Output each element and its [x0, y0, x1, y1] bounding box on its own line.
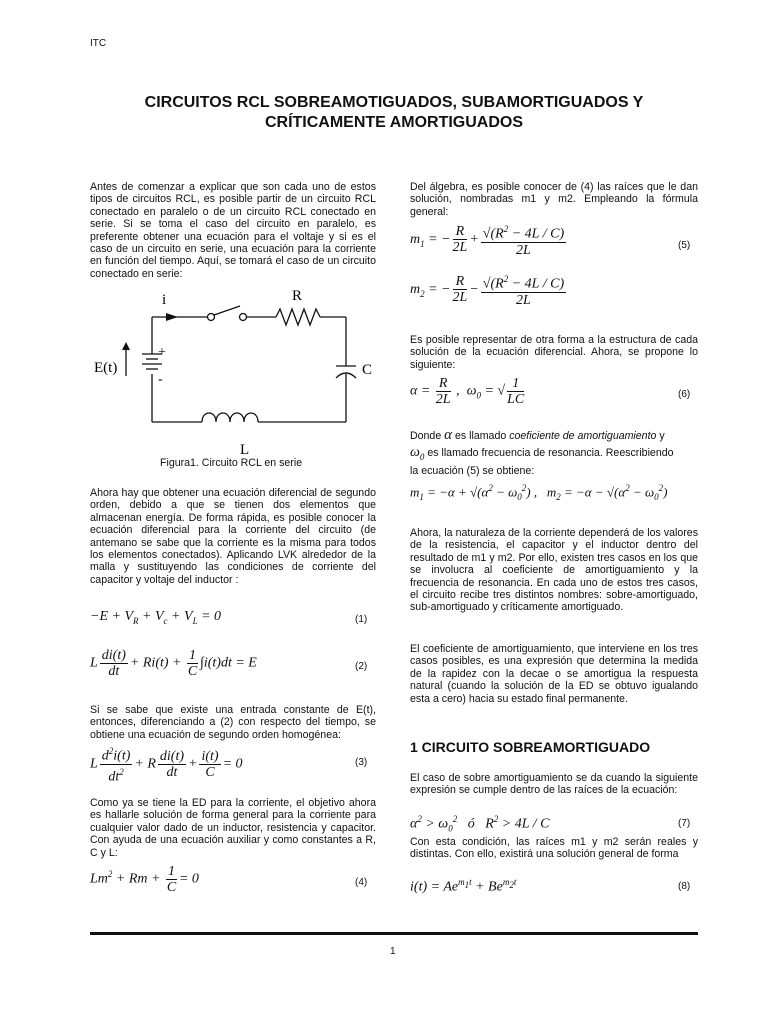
donde-line-1: Donde α es llamado coeficiente de amortiguamiento y [410, 427, 665, 443]
right-paragraph-6: Con esta condición, las raíces m1 y m2 serán reales y distintas. Con ello, existirá una solución general de forma [410, 836, 698, 861]
equation-7-number: (7) [678, 818, 691, 829]
donde-text-d: es llamado frecuencia de resonancia. Reescribiendo [427, 447, 674, 459]
current-arrow-icon [166, 313, 178, 321]
left-paragraph-2: Ahora hay que obtener una ecuación diferencial de segundo orden, debido a que se tienen dos elementos que almacenan energía. De forma rápida, es posible conocer la ecuación diferencial para la corriente del circuito (de antemano se sabe que la corriente es la misma para todos los elementos conectados). Aplicando LVK alrededor de la malla y sustituyendo las condiciones de corriente del capacitor y voltaje del inductor : [90, 487, 376, 586]
donde-line-3: la ecuación (5) se obtiene: [410, 465, 535, 477]
rcl-circuit-figure [94, 282, 380, 458]
donde-line-2: $\omega_0$ es llamado frecuencia de resonancia. Reescribiendo [410, 445, 674, 462]
equation-1-number: (1) [355, 614, 368, 625]
title-line-2: CRÍTICAMENTE AMORTIGUADOS [264, 114, 524, 131]
voltage-arrow-icon [122, 342, 130, 350]
equation-8: $i(t) = Ae^{m_1t} + Be^{m_2t}$ [410, 877, 517, 895]
minus-sign: - [158, 372, 163, 387]
equation-8-number: (8) [678, 881, 691, 892]
equation-5-number: (5) [678, 240, 691, 251]
right-paragraph-2: Es posible representar de otra forma a la estructura de cada solución de la ecuación diferencial. Ahora, se propone lo siguiente: [410, 334, 698, 371]
right-paragraph-5: El caso de sobre amortiguamiento se da cuando la siguiente expresión se cumple dentro de las raíces de la ecuación: [410, 772, 698, 797]
section-heading: 1 CIRCUITO SOBREAMORTIGUADO [410, 739, 651, 755]
figure-caption: Figura1. Circuito RCL en serie [160, 457, 303, 469]
donde-text-a: Donde [410, 430, 442, 442]
equation-roots-alpha: $m_1 = -\alpha + √(\alpha^2 - \omega_0^2)$ , $m_2 = -\alpha - √(\alpha^2 - \omega_0^2)$ [410, 483, 668, 502]
source-label: E(t) [94, 360, 118, 376]
right-paragraph-3: Ahora, la naturaleza de la corriente dependerá de los valores de la resistencia, el capacitor y el inductor dentro del resultado de m1 y m2. Por ello, existen tres casos en los que se involucra al coeficiente de amortiguamiento y la frecuencia de resonancia. En cada uno de estos tres casos, el circuito recibe tres distintos nombres: sobre-amortiguado, sub-amortiguado y críticamente amortiguado. [410, 527, 698, 614]
right-paragraph-1: Del álgebra, es posible conocer de (4) las raíces que le dan solución, nombradas m1 y m2. Empleando la fórmula general: [410, 181, 698, 218]
resistor-label: R [292, 288, 303, 304]
equation-3-number: (3) [355, 757, 368, 768]
current-label: i [162, 292, 167, 308]
right-paragraph-4: El coeficiente de amortiguamiento, que interviene en los tres casos posibles, es una expresión que determina la medida de la rapidez con la decae o se amortigua la respuesta natural (cuando la solución de la ED se obtuvo igualando esta a cero) hacia su estado final permanente. [410, 643, 698, 705]
equation-2: L $\frac{di(t)}{dt}$ + Ri(t) + $\frac{1}{C}$ ∫i(t)dt = E [90, 648, 257, 679]
equation-7: $\alpha^2 > \omega_0^2$ ó $R^2 > 4L / C$ [410, 814, 550, 834]
equation-6-number: (6) [678, 389, 691, 400]
footer-rule [90, 932, 698, 935]
capacitor-label: C [362, 362, 373, 378]
plus-sign: + [158, 345, 166, 360]
running-header: ITC [90, 38, 107, 49]
equation-4-number: (4) [355, 877, 368, 888]
equation-1: $-E + V_R + V_c + V_L = 0$ [90, 609, 222, 626]
equation-6: α = $\frac{R}{2L}$ , $\omega_0$ = √ $\frac{1}{LC}$ [410, 376, 525, 407]
donde-text-c: y [659, 430, 665, 442]
equation-5-m2: $m_2$ = − $\frac{R}{2L}$ − $\frac{√(R^2 - 4L / C)}{2L}$ [410, 274, 565, 308]
page-title [90, 93, 698, 133]
inductor-label: L [240, 442, 250, 458]
equation-3: L $\frac{d^2i(t)}{dt^2}$ + R $\frac{di(t)}{dt}$ + $\frac{i(t)}{C}$ = 0 [90, 746, 243, 785]
equation-5-m1: $m_1$ = − $\frac{R}{2L}$ + $\frac{√(R^2 - 4L / C)}{2L}$ [410, 224, 565, 258]
left-paragraph-3: Si se sabe que existe una entrada constante de E(t), entonces, diferenciando a (2) con respecto del tiempo, se obtiene una ecuación de segundo orden homogénea: [90, 704, 376, 741]
page-number: 1 [390, 946, 396, 957]
equation-2-number: (2) [355, 661, 368, 672]
donde-term: coeficiente de amortiguamiento [509, 430, 657, 442]
equation-4: $Lm^2 + Rm$ + $\frac{1}{C}$ = 0 [90, 864, 199, 895]
title-line-1: CIRCUITOS RCL SOBREAMOTIGUADOS, SUBAMORTIGUADOS Y [144, 94, 644, 111]
left-intro-paragraph: Antes de comenzar a explicar que son cada uno de estos tipos de circuitos RCL, es posible partir de un circuito RCL conectado en paralelo o de un circuito RCL conectado en serie. Si se toma el caso del circuito en paralelo, es preferente obtener una ecuación para el voltaje y si es el caso de un circuito en serie, una ecuación para la corriente en función del tiempo. Aquí, se tomará el caso de un circuito conectado en serie: [90, 181, 376, 280]
left-paragraph-4: Como ya se tiene la ED para la corriente, el objetivo ahora es hallarle solución de forma general para la corriente para cualquier valor dado de un inductor, resistencia y capacitor. Con ayuda de una ecuación auxiliar y como constantes a R, C y L: [90, 797, 376, 859]
donde-text-b: es llamado [455, 430, 507, 442]
